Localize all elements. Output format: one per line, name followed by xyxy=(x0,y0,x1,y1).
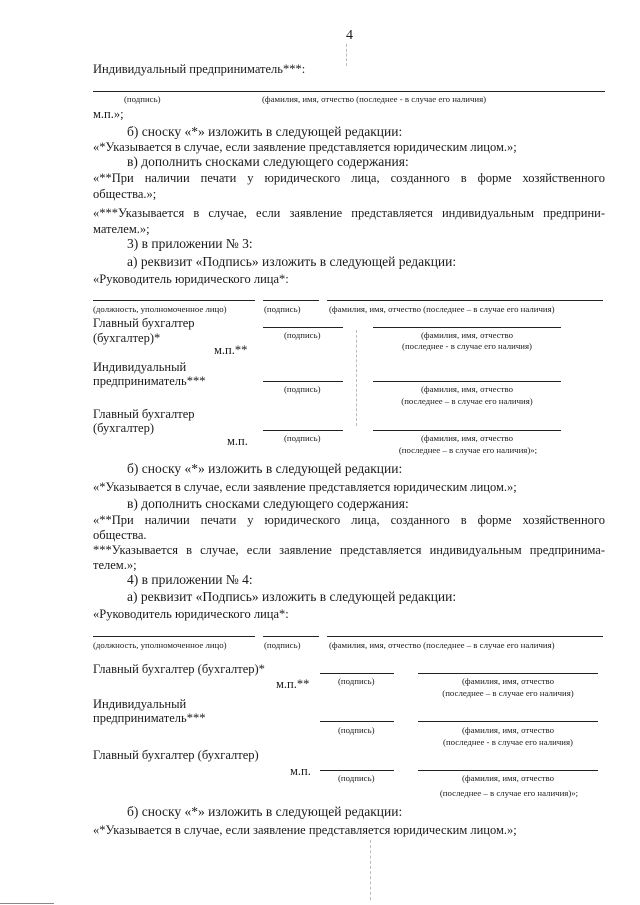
appx4-acc-fio-caption2: (последнее – в случае его наличия) xyxy=(442,688,574,698)
appx4-acc2-sign-caption: (подпись) xyxy=(338,773,375,783)
appx3-caption-fio: (фамилия, имя, отчество (последнее – в случае его наличия) xyxy=(329,304,555,314)
appx4-position-line xyxy=(93,636,255,637)
sec3-fio-caption: (фамилия, имя, отчество (последнее - в случае его наличия) xyxy=(262,94,487,104)
footnote-2b-line2: общества. xyxy=(93,528,147,542)
appx4-ip-fio-caption2: (последнее - в случае его наличия) xyxy=(443,737,573,747)
sec3-stamp-place: м.п.»; xyxy=(93,107,124,121)
footnote-3-line2: мателем.»; xyxy=(93,222,150,236)
appx3-acc2-fio-line xyxy=(373,430,561,431)
appx3-sign-line xyxy=(263,300,319,301)
appx3-acc2-fio-caption1: (фамилия, имя, отчество xyxy=(421,433,513,443)
page-edge-mark xyxy=(0,903,54,904)
appx4-caption-sign: (подпись) xyxy=(264,640,301,650)
footnote-3b-line1: ***Указывается в случае, если заявление представляется индивидуальным предпринима- xyxy=(93,543,605,557)
appx4-acc2-sign-line xyxy=(320,770,394,771)
appx3-stamp-1: м.п.** xyxy=(214,343,248,357)
appendix-3-para-a: а) реквизит «Подпись» изложить в следующей редакции: xyxy=(127,254,457,269)
appx3-acc-sign-line xyxy=(263,327,343,328)
appx4-ip-line1: Индивидуальный xyxy=(93,697,187,711)
appx4-fio-line xyxy=(327,636,603,637)
para-b3: б) сноску «*» изложить в следующей редакции: xyxy=(127,804,403,819)
appx3-ip-fio-caption2: (последнее – в случае его наличия) xyxy=(401,396,533,406)
appx4-acc-sign-caption: (подпись) xyxy=(338,676,375,686)
appx4-sign-line xyxy=(263,636,319,637)
para-b1: б) сноску «*» изложить в следующей редакции: xyxy=(127,124,403,139)
appx3-stamp-2: м.п. xyxy=(227,434,248,448)
appx4-caption-fio: (фамилия, имя, отчество (последнее – в случае его наличия) xyxy=(329,640,555,650)
appx3-acc-fio-caption2: (последнее - в случае его наличия) xyxy=(402,341,532,351)
appx4-ip-line2: предприниматель*** xyxy=(93,711,206,725)
para-v2: в) дополнить сносками следующего содержания: xyxy=(127,496,409,511)
page-number: 4 xyxy=(346,28,353,43)
appx3-ip-fio-line xyxy=(373,381,561,382)
scan-artifact-bottom xyxy=(370,840,372,900)
appx3-ip-line2: предприниматель*** xyxy=(93,374,206,388)
sec3-ip-label: Индивидуальный предприниматель***: xyxy=(93,62,306,76)
appx3-acc-sign-caption: (подпись) xyxy=(284,330,321,340)
appx3-ip-fio-caption1: (фамилия, имя, отчество xyxy=(421,384,513,394)
appx3-ip-line1: Индивидуальный xyxy=(93,360,187,374)
appx4-accountant: Главный бухгалтер (бухгалтер)* xyxy=(93,662,265,676)
quote-b2: «*Указывается в случае, если заявление представляется юридическим лицом.»; xyxy=(93,480,517,494)
appx3-accountant2-line2: (бухгалтер) xyxy=(93,421,154,435)
footnote-3b-line2: телем.»; xyxy=(93,558,137,572)
appx3-acc2-fio-caption2: (последнее – в случае его наличия)»; xyxy=(398,445,538,455)
appx3-acc2-sign-caption: (подпись) xyxy=(284,433,321,443)
appx3-accountant2-line1: Главный бухгалтер xyxy=(93,407,195,421)
appx4-caption-position: (должность, уполномоченное лицо) xyxy=(93,640,227,650)
sec3-signature-line xyxy=(93,91,605,92)
appx4-ip-sign-caption: (подпись) xyxy=(338,725,375,735)
appx4-acc-fio-caption1: (фамилия, имя, отчество xyxy=(462,676,554,686)
appx3-acc2-sign-line xyxy=(263,430,343,431)
appx4-acc2-fio-caption1: (фамилия, имя, отчество xyxy=(462,773,554,783)
appx4-stamp-1: м.п.** xyxy=(276,677,310,691)
appx4-acc-sign-line xyxy=(320,673,394,674)
appendix-4-title: 4) в приложении № 4: xyxy=(127,572,253,587)
appendix-3-title: 3) в приложении № 3: xyxy=(127,236,253,251)
scan-artifact-middle xyxy=(356,330,358,426)
appendix-3-head: «Руководитель юридического лица*: xyxy=(93,272,289,286)
para-v1: в) дополнить сносками следующего содержания: xyxy=(127,154,409,169)
quote-b3: «*Указывается в случае, если заявление представляется юридическим лицом.»; xyxy=(93,823,517,837)
appx4-acc-fio-line xyxy=(418,673,598,674)
appx4-ip-fio-caption1: (фамилия, имя, отчество xyxy=(462,725,554,735)
appx3-ip-sign-caption: (подпись) xyxy=(284,384,321,394)
footnote-2-line1: «**При наличии печати у юридического лица, созданного в форме хозяйственного xyxy=(93,171,605,185)
appendix-4-head: «Руководитель юридического лица*: xyxy=(93,607,289,621)
appx3-accountant-line2: (бухгалтер)* xyxy=(93,331,161,345)
appx3-ip-sign-line xyxy=(263,381,343,382)
footnote-2b-line1: «**При наличии печати у юридического лица, созданного в форме хозяйственного xyxy=(93,513,605,527)
sec3-sign-caption: (подпись) xyxy=(124,94,161,104)
appx4-acc2-fio-caption2: (последнее – в случае его наличия)»; xyxy=(439,788,579,798)
appx3-acc-fio-line xyxy=(373,327,561,328)
quote-b1: «*Указывается в случае, если заявление представляется юридическим лицом.»; xyxy=(93,140,517,154)
footnote-2-line2: общества.»; xyxy=(93,187,157,201)
appx3-caption-sign: (подпись) xyxy=(264,304,301,314)
appx3-caption-position: (должность, уполномоченное лицо) xyxy=(93,304,227,314)
appx4-accountant2: Главный бухгалтер (бухгалтер) xyxy=(93,748,259,762)
footnote-3-line1: «***Указывается в случае, если заявление представляется индивидуальным предприни- xyxy=(93,206,605,220)
appx3-accountant-line1: Главный бухгалтер xyxy=(93,316,195,330)
appx3-position-line xyxy=(93,300,255,301)
appx4-ip-sign-line xyxy=(320,721,394,722)
appx4-acc2-fio-line xyxy=(418,770,598,771)
appx3-fio-line xyxy=(327,300,603,301)
appendix-4-para-a: а) реквизит «Подпись» изложить в следующей редакции: xyxy=(127,589,457,604)
para-b2: б) сноску «*» изложить в следующей редакции: xyxy=(127,461,403,476)
appx3-acc-fio-caption1: (фамилия, имя, отчество xyxy=(421,330,513,340)
appx4-ip-fio-line xyxy=(418,721,598,722)
scan-artifact-top xyxy=(346,44,348,66)
appx4-stamp-2: м.п. xyxy=(290,764,311,778)
